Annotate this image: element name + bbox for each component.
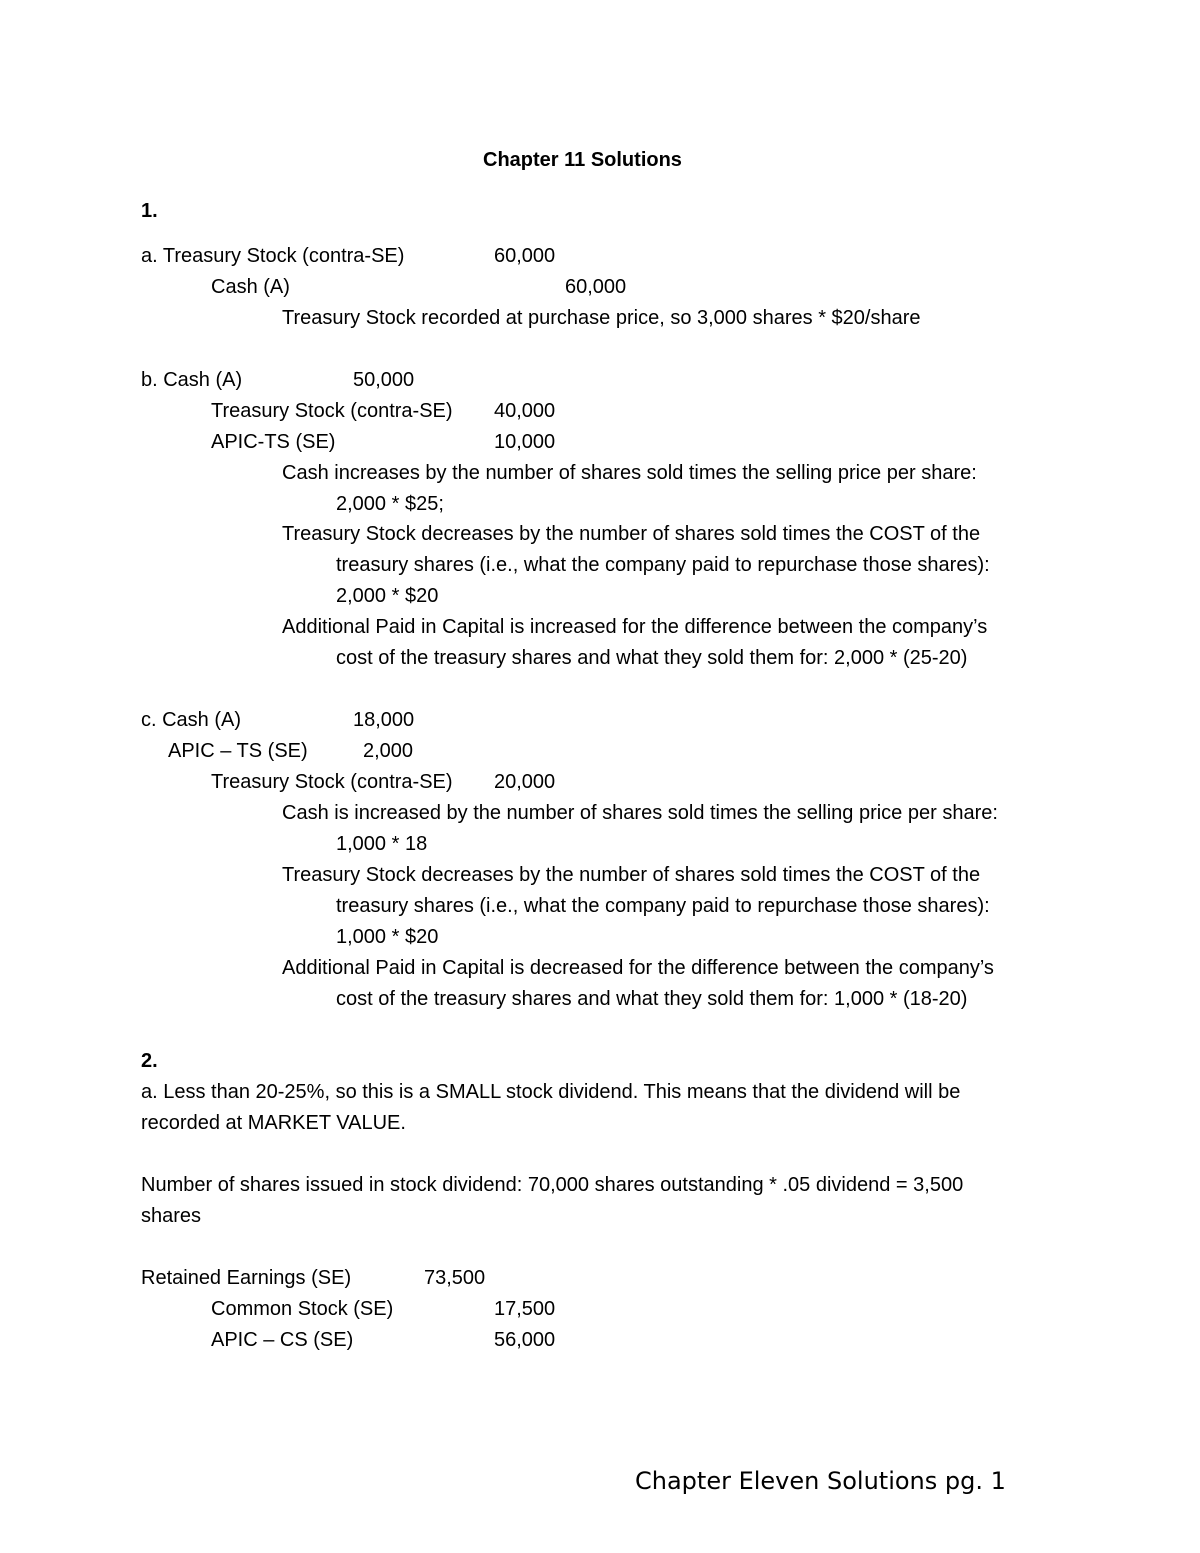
q2-debit-amount: 73,500 [424,1267,486,1289]
q1c-credit-amount: 20,000 [494,771,556,793]
q1b-note-3: Additional Paid in Capital is increased for the difference between the company’s [282,616,988,638]
question-1-label: 1. [141,200,158,222]
q1a-debit-amount: 60,000 [494,245,556,267]
q1b-note-3-cont: cost of the treasury shares and what they sold them for: 2,000 * (25-20) [336,647,968,669]
q1c-note-2: Treasury Stock decreases by the number of shares sold times the COST of the [282,864,981,886]
q2-shares-line-1: Number of shares issued in stock dividend: 70,000 shares outstanding * .05 dividend = 3,500 [141,1174,964,1196]
q2a-line-2: recorded at MARKET VALUE. [141,1112,406,1134]
q1a-credit-label: Cash (A) [211,276,290,298]
q1b-note-1-cont: 2,000 * $25; [336,493,444,515]
q1b-debit-amount: 50,000 [353,369,415,391]
q1a-debit-label: a. Treasury Stock (contra-SE) [141,245,405,267]
q2-credit-label-1: Common Stock (SE) [211,1298,394,1320]
q1b-credit-label-2: APIC-TS (SE) [211,431,336,453]
page-title: Chapter 11 Solutions [483,149,682,171]
question-2-label: 2. [141,1050,158,1072]
q2a-line-1: a. Less than 20-25%, so this is a SMALL stock dividend. This means that the dividend will be [141,1081,961,1103]
q1b-note-2: Treasury Stock decreases by the number of shares sold times the COST of the [282,523,981,545]
q1c-debit-label-2: APIC – TS (SE) [168,740,308,762]
q1b-note-1: Cash increases by the number of shares sold times the selling price per share: [282,462,977,484]
q1c-note-2-cont: treasury shares (i.e., what the company paid to repurchase those shares): [336,895,990,917]
q1b-credit-amount-1: 40,000 [494,400,556,422]
q1a-credit-amount: 60,000 [565,276,627,298]
q2-credit-amount-1: 17,500 [494,1298,556,1320]
q1c-note-3: Additional Paid in Capital is decreased for the difference between the company’s [282,957,994,979]
q1c-note-1: Cash is increased by the number of shares sold times the selling price per share: [282,802,998,824]
q1b-credit-label-1: Treasury Stock (contra-SE) [211,400,453,422]
q1c-debit-amount-2: 2,000 [363,740,414,762]
q1c-debit-label-1: c. Cash (A) [141,709,242,731]
q1c-note-2-cont2: 1,000 * $20 [336,926,439,948]
q1b-debit-label: b. Cash (A) [141,369,243,391]
q2-credit-amount-2: 56,000 [494,1329,556,1351]
q1b-note-2-cont: treasury shares (i.e., what the company paid to repurchase those shares): [336,554,990,576]
q2-debit-label: Retained Earnings (SE) [141,1267,352,1289]
q1b-note-2-cont2: 2,000 * $20 [336,585,439,607]
q1c-debit-amount-1: 18,000 [353,709,415,731]
q1b-credit-amount-2: 10,000 [494,431,556,453]
page-footer: Chapter Eleven Solutions pg. 1 [635,1467,1006,1495]
q1a-explanation: Treasury Stock recorded at purchase price, so 3,000 shares * $20/share [282,307,921,329]
q1c-credit-label: Treasury Stock (contra-SE) [211,771,453,793]
q1c-note-1-cont: 1,000 * 18 [336,833,428,855]
q2-credit-label-2: APIC – CS (SE) [211,1329,354,1351]
q1c-note-3-cont: cost of the treasury shares and what they sold them for: 1,000 * (18-20) [336,988,968,1010]
q2-shares-line-2: shares [141,1205,202,1227]
